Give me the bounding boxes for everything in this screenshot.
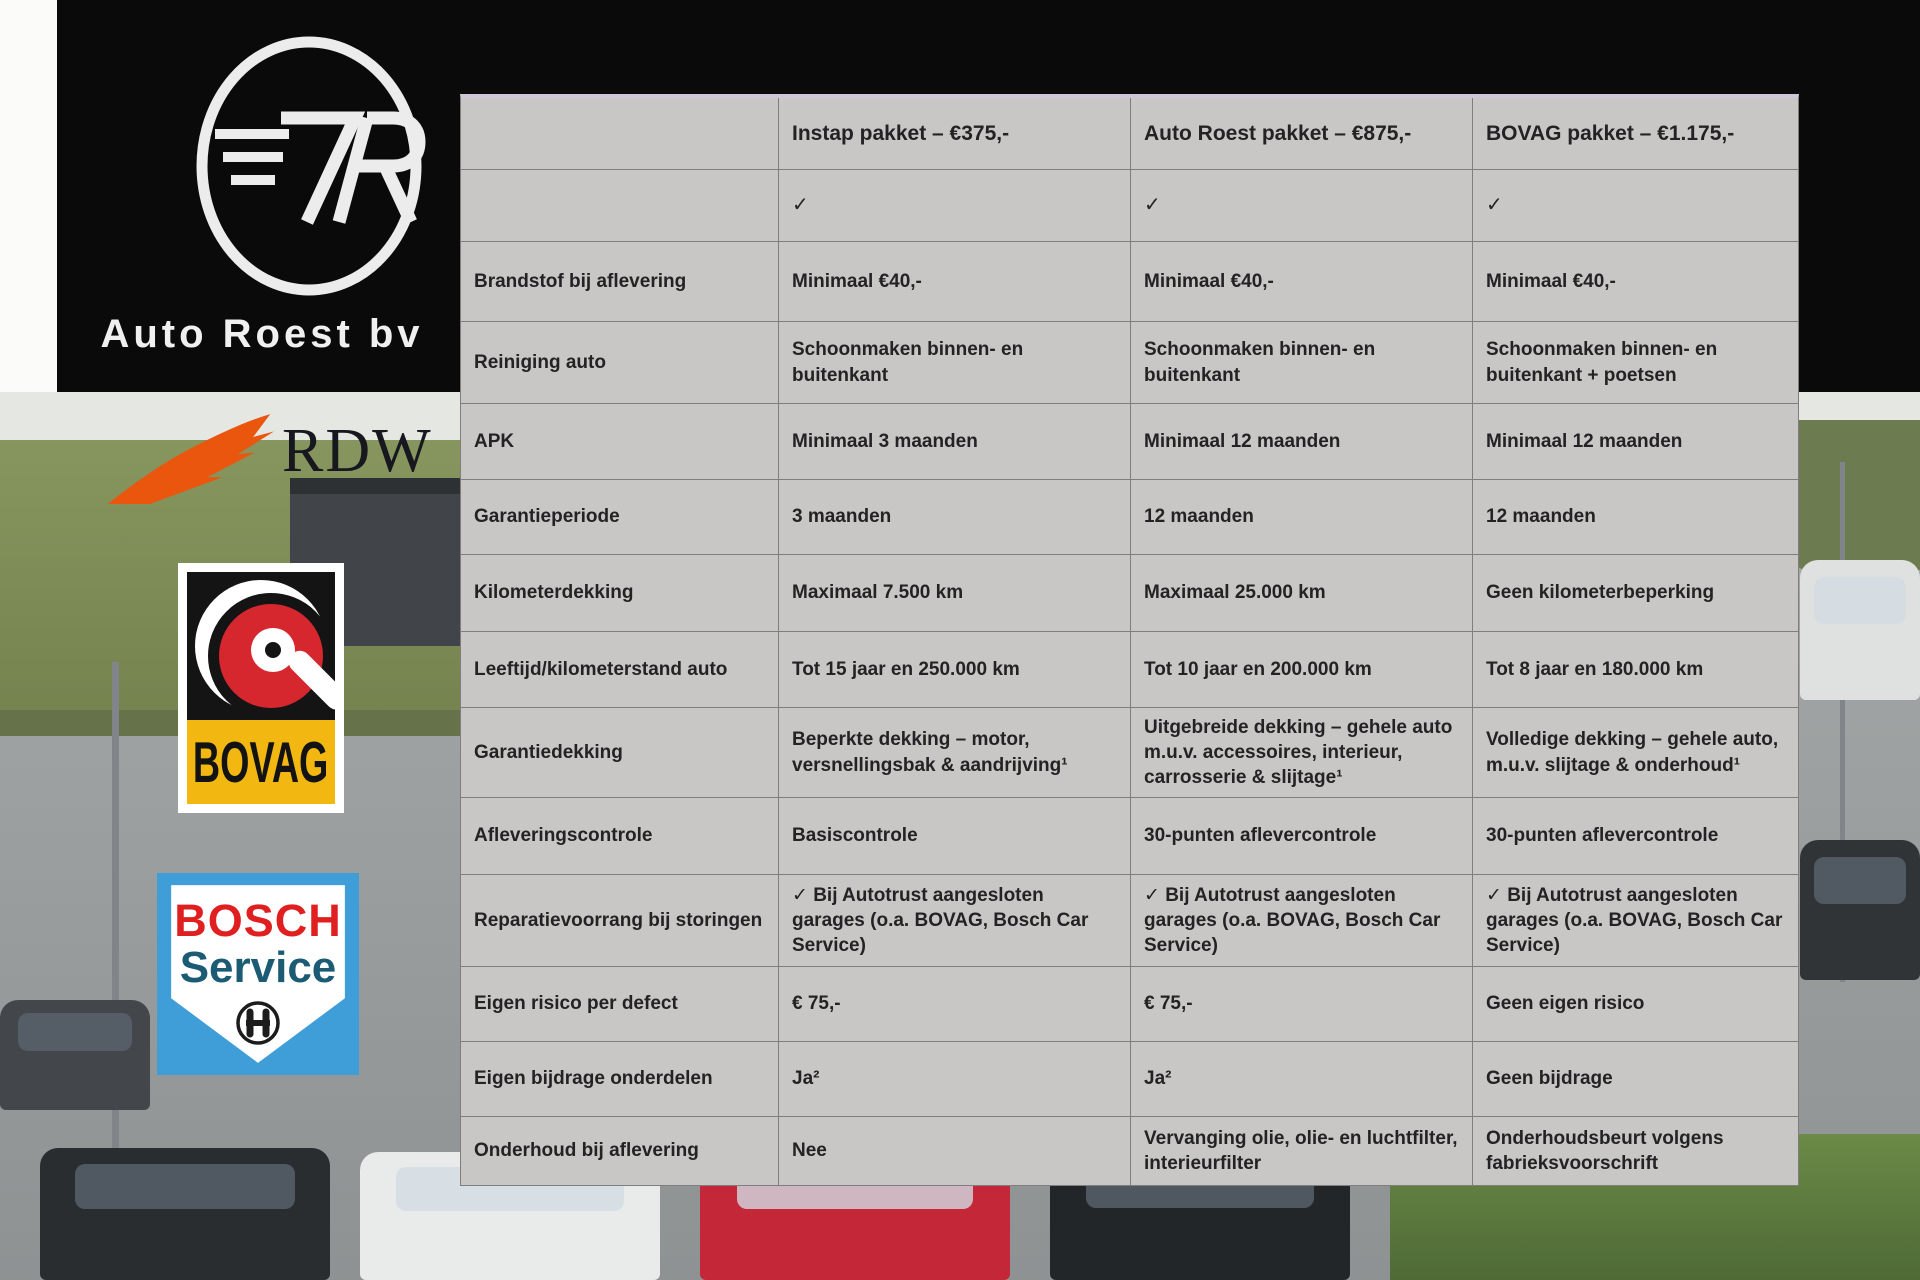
header-bovag-pakket: BOVAG pakket – €1.175,- [1473, 98, 1798, 170]
row-label: Afleveringscontrole [461, 798, 779, 875]
header-auto-roest-pakket: Auto Roest pakket – €875,- [1131, 98, 1473, 170]
table-cell: Beperkte dekking – motor, versnellingsbak & aandrijving¹ [779, 708, 1131, 798]
row-label: Leeftijd/kilometerstand auto [461, 632, 779, 708]
table-cell: € 75,- [779, 967, 1131, 1042]
check-mark: ✓ [1473, 170, 1798, 242]
rdw-wing-icon [104, 412, 276, 508]
table-cell: Minimaal 12 maanden [1131, 404, 1473, 480]
table-cell: ✓ Bij Autotrust aangesloten garages (o.a. BOVAG, Bosch Car Service) [1473, 875, 1798, 967]
table-cell: Schoonmaken binnen- en buitenkant [1131, 322, 1473, 404]
table-cell: ✓ Bij Autotrust aangesloten garages (o.a. BOVAG, Bosch Car Service) [779, 875, 1131, 967]
rdw-logo [104, 412, 433, 508]
table-cell: Tot 10 jaar en 200.000 km [1131, 632, 1473, 708]
bosch-service-wordmark: Service [179, 943, 337, 992]
table-cell: Volledige dekking – gehele auto, m.u.v. slijtage & onderhoud¹ [1473, 708, 1798, 798]
table-cell: Geen eigen risico [1473, 967, 1798, 1042]
table-cell: Minimaal €40,- [1131, 242, 1473, 322]
table-cell: Minimaal 12 maanden [1473, 404, 1798, 480]
table-cell: Schoonmaken binnen- en buitenkant + poetsen [1473, 322, 1798, 404]
table-cell: Maximaal 25.000 km [1131, 555, 1473, 632]
row-label: Kilometerdekking [461, 555, 779, 632]
table-cell: 12 maanden [1131, 480, 1473, 555]
check-row-label [461, 170, 779, 242]
photo-trees [1790, 420, 1920, 570]
auto-roest-logo-box [57, 0, 460, 392]
row-label: Reparatievoorrang bij storingen [461, 875, 779, 967]
row-label: Brandstof bij aflevering [461, 242, 779, 322]
table-cell: Geen kilometerbeperking [1473, 555, 1798, 632]
check-mark: ✓ [1131, 170, 1473, 242]
rdw-wordmark: RDW [282, 417, 433, 485]
header-instap-pakket: Instap pakket – €375,- [779, 98, 1131, 170]
row-label: Garantiedekking [461, 708, 779, 798]
brand-name: Auto Roest bv [100, 312, 424, 356]
bovag-wheel-icon [187, 572, 335, 720]
row-label: Eigen bijdrage onderdelen [461, 1042, 779, 1117]
photo-car-grey [1800, 840, 1920, 980]
bosch-wordmark: BOSCH [174, 895, 342, 946]
photo-car-silver [0, 1000, 150, 1110]
row-label: Reiniging auto [461, 322, 779, 404]
table-cell: Schoonmaken binnen- en buitenkant [779, 322, 1131, 404]
table-cell: Uitgebreide dekking – gehele auto m.u.v. accessoires, interieur, carrosserie & slijtage¹ [1131, 708, 1473, 798]
header-empty-cell [461, 98, 779, 170]
bovag-wordmark: BOVAG [193, 729, 329, 795]
auto-roest-monogram-icon [185, 30, 433, 302]
table-cell: Minimaal 3 maanden [779, 404, 1131, 480]
table-cell: 3 maanden [779, 480, 1131, 555]
photo-van-white [1800, 560, 1920, 700]
table-cell: Vervanging olie, olie- en luchtfilter, interieurfilter [1131, 1117, 1473, 1185]
bosch-armature-icon [234, 999, 282, 1047]
table-cell: Nee [779, 1117, 1131, 1185]
bosch-service-logo [157, 873, 359, 1075]
check-mark: ✓ [779, 170, 1131, 242]
row-label: APK [461, 404, 779, 480]
table-cell: Tot 8 jaar en 180.000 km [1473, 632, 1798, 708]
table-cell: Basiscontrole [779, 798, 1131, 875]
table-cell: Tot 15 jaar en 250.000 km [779, 632, 1131, 708]
left-white-strip [0, 0, 57, 392]
table-cell: ✓ Bij Autotrust aangesloten garages (o.a. BOVAG, Bosch Car Service) [1131, 875, 1473, 967]
table-cell: Maximaal 7.500 km [779, 555, 1131, 632]
table-cell: Minimaal €40,- [1473, 242, 1798, 322]
table-cell: Onderhoudsbeurt volgens fabrieksvoorschrift [1486, 1127, 1724, 1174]
bovag-logo [178, 563, 344, 813]
table-cell: € 75,- [1131, 967, 1473, 1042]
package-comparison-table [460, 94, 1799, 1186]
row-label: Onderhoud bij aflevering [461, 1117, 779, 1185]
row-label: Garantieperiode [461, 480, 779, 555]
table-cell: 12 maanden [1473, 480, 1798, 555]
row-label: Eigen risico per defect [461, 967, 779, 1042]
bovag-wordmark-band [187, 720, 335, 804]
table-cell: Geen bijdrage [1473, 1042, 1798, 1117]
table-cell: Ja² [1131, 1042, 1473, 1117]
table-cell: Minimaal €40,- [779, 242, 1131, 322]
table-cell: Ja² [779, 1042, 1131, 1117]
photo-car-dark [40, 1148, 330, 1280]
table-cell: 30-punten aflevercontrole [1473, 798, 1798, 875]
table-cell: 30-punten aflevercontrole [1131, 798, 1473, 875]
